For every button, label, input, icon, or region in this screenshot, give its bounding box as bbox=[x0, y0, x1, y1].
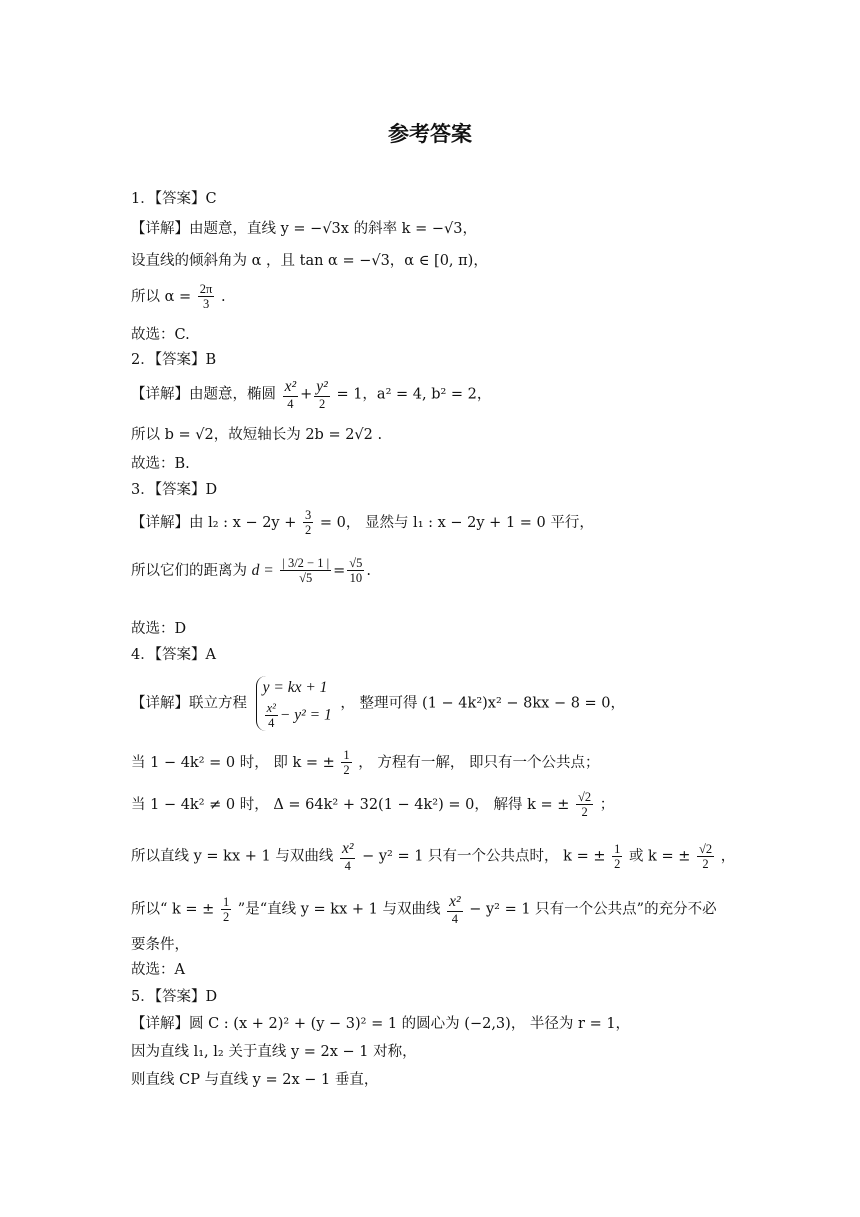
q4-line4-frac-a bbox=[340, 840, 356, 873]
q4-eq2 bbox=[263, 701, 332, 731]
q4-line6: 要条件， bbox=[131, 937, 189, 953]
q4-eq1: y = kx + 1 bbox=[262, 679, 328, 696]
q4-eq2-frac bbox=[265, 701, 278, 731]
q3-frac-num: 3 bbox=[305, 508, 312, 522]
q4-line4-frac-b bbox=[612, 842, 622, 872]
q3-line2-text: 所以它们的距离为 bbox=[131, 562, 247, 579]
q1-line3-end: . bbox=[220, 288, 226, 305]
q4-line4-frac-c-den: 2 bbox=[702, 857, 709, 872]
q3-frac bbox=[303, 508, 313, 538]
q1-line3 bbox=[131, 282, 226, 312]
q3-frac-den: 2 bbox=[305, 523, 312, 538]
q1-answer: 1．【答案】C bbox=[131, 191, 217, 207]
q1-detail: 【详解】由题意，直线 y = −√3x 的斜率 k = −√3， bbox=[131, 221, 477, 237]
q1-line2: 设直线的倾斜角为 α ，且 tan α = −√3，α ∈ [0, π)， bbox=[131, 253, 488, 269]
q4-line3-frac bbox=[576, 790, 593, 820]
q4-line5-rest: − y² = 1 只有一个公共点”的充分不必 bbox=[469, 901, 717, 918]
q4-detail-rest: ， 整理可得 (1 − 4k²)x² − 8kx − 8 = 0， bbox=[340, 695, 626, 712]
q2-answer: 2．【答案】B bbox=[131, 352, 217, 368]
q4-line5 bbox=[131, 893, 717, 926]
q3-detail-rest: = 0， 显然与 l₁ : x − 2y + 1 = 0 平行， bbox=[319, 514, 594, 531]
q1-line3-text: 所以 α = bbox=[131, 288, 192, 305]
q3-dist-frac bbox=[280, 556, 331, 586]
q3-choice: 故选：D bbox=[131, 621, 187, 637]
q4-line4-mid: − y² = 1 只有一个公共点时， k = ± bbox=[362, 848, 606, 865]
q4-line4-text: 所以直线 y = kx + 1 与双曲线 bbox=[131, 848, 334, 865]
q4-line4-frac-c bbox=[697, 842, 714, 872]
q4-eq2-den: 4 bbox=[268, 716, 275, 731]
q5-line2: 因为直线 l₁, l₂ 关于直线 y = 2x − 1 对称， bbox=[131, 1044, 417, 1060]
q4-line3-num: √2 bbox=[578, 790, 592, 804]
q2-frac-x-num: x² bbox=[284, 378, 297, 395]
q4-choice: 故选：A bbox=[131, 962, 185, 978]
q4-line2-den: 2 bbox=[343, 763, 350, 778]
q4-line3 bbox=[131, 790, 614, 820]
q4-line4-frac-c-num: √2 bbox=[698, 841, 713, 856]
q4-line5-frac-a bbox=[221, 895, 231, 925]
q3-dist-den: √5 bbox=[299, 571, 313, 586]
q3-detail-text: 【详解】由 l₂ : x − 2y + bbox=[131, 514, 297, 531]
q3-result-num: √5 bbox=[349, 556, 363, 570]
q4-line4-frac-b-num: 1 bbox=[614, 841, 621, 856]
q2-frac-y bbox=[314, 378, 330, 411]
q4-line5-mid: ”是“直线 y = kx + 1 与双曲线 bbox=[237, 901, 441, 918]
q2-detail-rest: = 1，a² = 4, b² = 2， bbox=[336, 386, 492, 403]
q4-line4-frac-a-num: x² bbox=[341, 840, 354, 857]
q4-line5-frac-b-den: 4 bbox=[451, 911, 458, 926]
q2-choice: 故选：B. bbox=[131, 456, 190, 472]
q3-line2: 所以它们的距离为 d = $\frac{| 3/2 - 1 |}{√5}$ = $\frac{√5}{10}$ . bbox=[131, 556, 371, 586]
q4-line5-text: 所以“ k = ± bbox=[131, 901, 215, 918]
q4-line4-frac-b-den: 2 bbox=[614, 857, 621, 872]
q2-frac-x bbox=[283, 378, 299, 411]
q1-choice: 故选：C. bbox=[131, 327, 190, 343]
q2-frac-y-den: 2 bbox=[318, 396, 326, 411]
q4-answer: 4．【答案】A bbox=[131, 647, 216, 663]
q5-line3: 则直线 CP 与直线 y = 2x − 1 垂直， bbox=[131, 1072, 379, 1088]
q2-detail: 【详解】由题意，椭圆 $\frac{\text{x²}}{4}$ + $\frac{\text{y²}}{2}$ = 1，a² = 4, b² = 2， bbox=[131, 378, 492, 411]
q4-equation-system bbox=[256, 676, 332, 731]
q4-line2-frac bbox=[341, 748, 351, 778]
q3-detail bbox=[131, 508, 594, 538]
q4-line5-frac-a-num: 1 bbox=[222, 894, 230, 909]
q3-answer: 3．【答案】D bbox=[131, 482, 218, 498]
q4-line3-text: 当 1 − 4k² ≠ 0 时， Δ = 64k² + 32(1 − 4k²) = 0， 解得 k = ± bbox=[131, 796, 570, 813]
q1-fraction bbox=[198, 282, 215, 312]
q3-dist-num: | 3/2 − 1 | bbox=[282, 556, 330, 570]
q3-result-den: 10 bbox=[349, 571, 363, 586]
q4-line2-num: 1 bbox=[343, 748, 350, 762]
q3-result-frac bbox=[347, 556, 364, 586]
q4-eq2-num: x² bbox=[266, 700, 276, 715]
q4-line5-frac-b bbox=[447, 893, 463, 926]
q1-frac-num: 2π bbox=[199, 282, 213, 296]
q2-frac-y-num: y² bbox=[316, 378, 328, 395]
q5-answer: 5．【答案】D bbox=[131, 989, 218, 1005]
q4-line2-text: 当 1 − 4k² = 0 时， 即 k = ± bbox=[131, 754, 335, 771]
q4-detail bbox=[131, 676, 625, 731]
q5-detail: 【详解】圆 C : (x + 2)² + (y − 3)² = 1 的圆心为 (−2,3)， 半径为 r = 1， bbox=[131, 1016, 631, 1032]
q4-eq2-rest: − y² = 1 bbox=[279, 706, 332, 724]
q4-line5-frac-b-num: x² bbox=[449, 893, 461, 910]
q4-detail-text: 【详解】联立方程 bbox=[131, 695, 247, 712]
q4-line2-rest: ， 方程有一解， 即只有一个公共点； bbox=[358, 754, 600, 771]
q2-line2: 所以 b = √2，故短轴长为 2b = 2√2 . bbox=[131, 427, 383, 443]
q1-frac-den: 3 bbox=[202, 297, 210, 312]
q4-line4 bbox=[131, 840, 735, 873]
page-title: 参考答案 bbox=[388, 122, 472, 146]
q3-d: d = bbox=[251, 561, 274, 579]
q4-line4-or: 或 k = ± bbox=[628, 848, 691, 865]
q2-detail-text: 【详解】由题意，椭圆 bbox=[131, 386, 276, 403]
q4-line3-den: 2 bbox=[581, 805, 588, 820]
q4-line4-end: ， bbox=[720, 848, 736, 865]
q4-line4-frac-a-den: 4 bbox=[344, 858, 351, 873]
q4-line5-frac-a-den: 2 bbox=[222, 910, 230, 925]
q4-line2 bbox=[131, 748, 599, 778]
q4-line3-end: ； bbox=[599, 796, 615, 813]
q2-frac-x-den: 4 bbox=[287, 396, 294, 411]
